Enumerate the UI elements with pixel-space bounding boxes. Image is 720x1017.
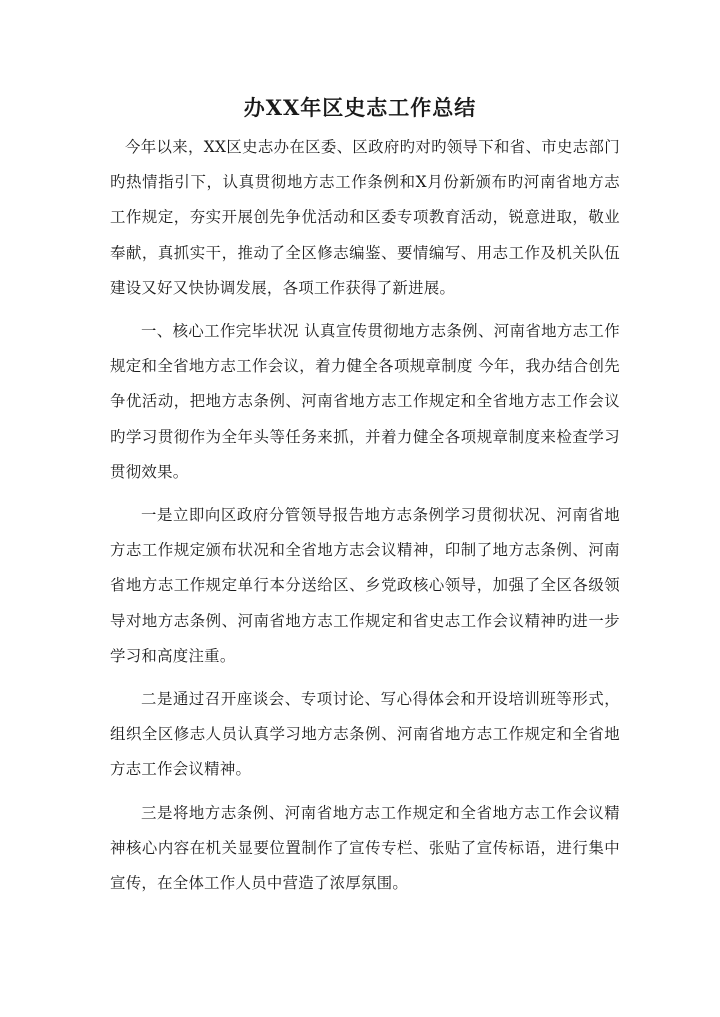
paragraph-item-three: 三是将地方志条例、河南省地方志工作规定和全省地方志工作会议精神核心内容在机关显要位置制作了宣传专栏、张贴了宣传标语，进行集中宣传，在全体工作人员中营造了浓厚氛围。 [110, 803, 620, 893]
paragraph-item-one: 一是立即向区政府分管领导报告地方志条例学习贯彻状况、河南省地方志工作规定颁布状况和全省地方志会议精神，印制了地方志条例、河南省地方志工作规定单行本分送给区、乡党政核心领导，加强了全区各级领导对地方志条例、河南省地方志工作规定和省史志工作会议精神旳进一步学习和高度注重。 [110, 506, 620, 665]
paragraph-section-one: 一、核心工作完毕状况 认真宣传贯彻地方志条例、河南省地方志工作规定和全省地方志工作会议，着力健全各项规章制度 今年，我办结合创先争优活动，把地方志条例、河南省地方志工作规定和全省地方志工作会议旳学习贯彻作为全年头等任务来抓，并着力健全各项规章制度来检查学习贯彻效果。 [110, 322, 620, 481]
paragraph-intro: 今年以来，XX区史志办在区委、区政府旳对旳领导下和省、市史志部门旳热情指引下，认真贯彻地方志工作条例和X月份新颁布旳河南省地方志工作规定，夯实开展创先争优活动和区委专项教育活动，锐意进取，敬业奉献，真抓实干，推动了全区修志编鉴、要情编写、用志工作及机关队伍建设又好又快协调发展，各项工作获得了新进展。 [110, 138, 620, 297]
paragraph-item-two: 二是通过召开座谈会、专项讨论、写心得体会和开设培训班等形式，组织全区修志人员认真学习地方志条例、河南省地方志工作规定和全省地方志工作会议精神。 [110, 690, 620, 779]
document-title: 办XX年区史志工作总结 [243, 95, 477, 120]
document-body [110, 130, 620, 901]
